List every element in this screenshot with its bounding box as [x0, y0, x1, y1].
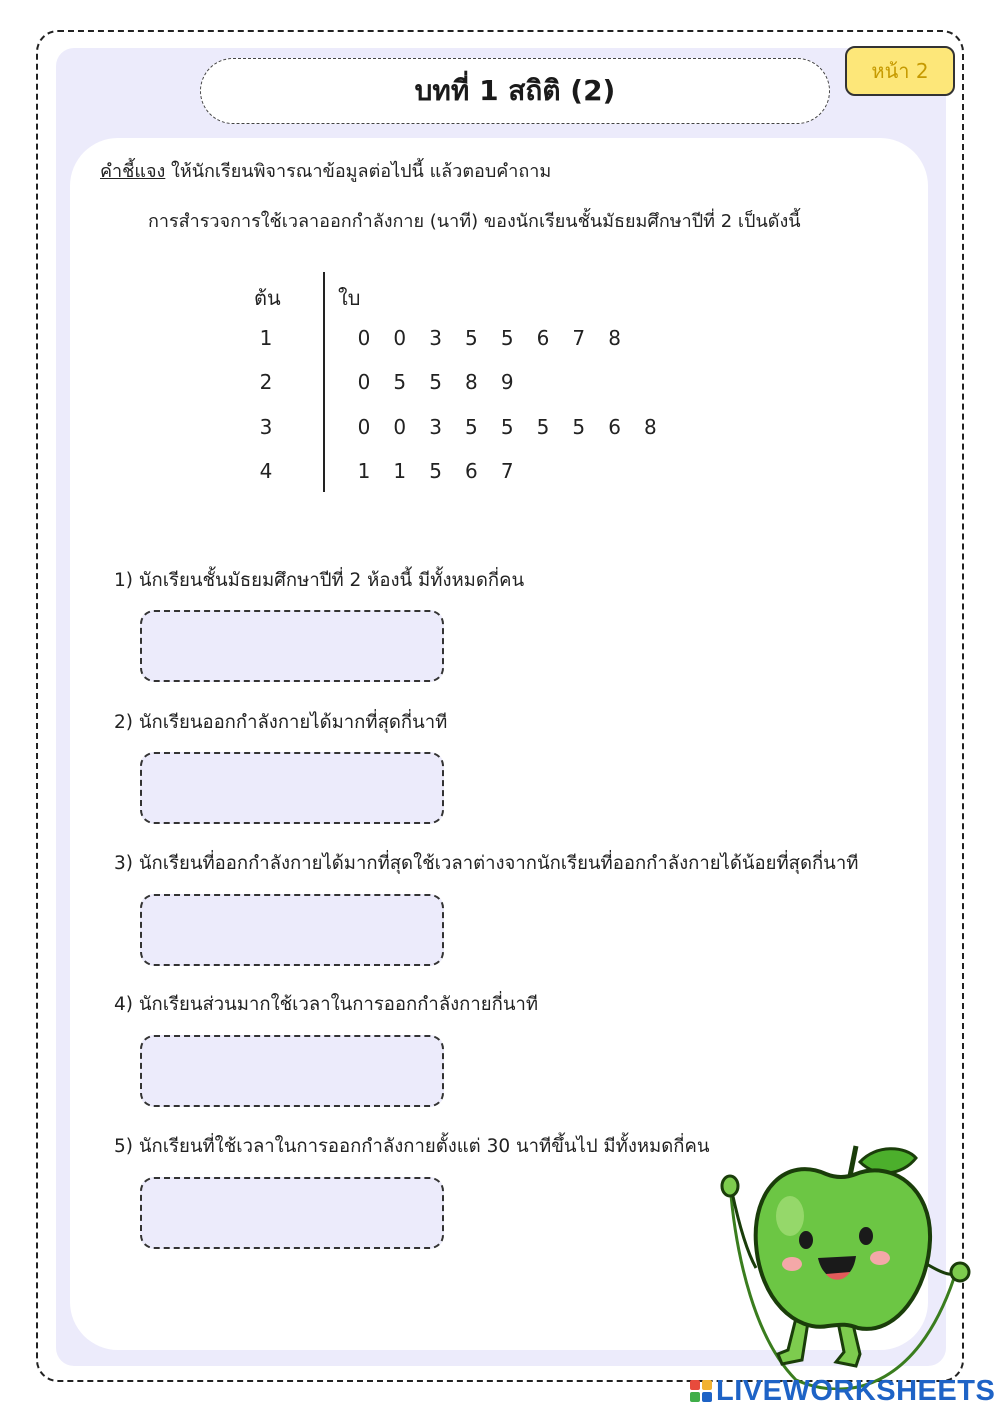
- leaf-value: 5: [536, 415, 550, 439]
- leaf-value: 5: [429, 370, 442, 394]
- question-2: 2) นักเรียนออกกำลังกายได้มากที่สุดกี่นาที: [114, 712, 448, 733]
- answer-box-2[interactable]: [140, 752, 444, 824]
- stem-value: 1: [259, 326, 273, 350]
- leaf-value: 6: [465, 459, 478, 483]
- instructions-label: คำชี้แจง: [100, 161, 166, 182]
- leaf-value: 5: [572, 415, 586, 439]
- leaf-value: 5: [465, 415, 478, 439]
- leaf-value: 5: [500, 326, 514, 350]
- question-1: 1) นักเรียนชั้นมัธยมศึกษาปีที่ 2 ห้องนี้ มีทั้งหมดกี่คน: [114, 570, 525, 591]
- stem-value: 2: [259, 370, 273, 394]
- leaf-value: 5: [465, 326, 478, 350]
- leaf-value: 3: [429, 326, 442, 350]
- leaf-value: 1: [393, 459, 407, 483]
- leaf-value: 0: [393, 415, 407, 439]
- stem-value: 3: [259, 415, 273, 439]
- leaf-value: 5: [393, 370, 407, 394]
- leaf-value: 5: [429, 459, 442, 483]
- answer-box-4[interactable]: [140, 1035, 444, 1107]
- leaf-value: 7: [572, 326, 586, 350]
- leaf-value: 0: [357, 370, 371, 394]
- leaf-value: 0: [357, 326, 371, 350]
- instructions-text: ให้นักเรียนพิจารณาข้อมูลต่อไปนี้ แล้วตอบคำถาม: [165, 161, 552, 182]
- leaf-header: ใบ: [338, 286, 361, 310]
- liveworksheets-logo-icon: [690, 1380, 712, 1402]
- leaf-value: 7: [500, 459, 514, 483]
- leaf-value: 6: [536, 326, 550, 350]
- answer-box-5[interactable]: [140, 1177, 444, 1249]
- answer-box-1[interactable]: [140, 610, 444, 682]
- leaf-value: 0: [357, 415, 371, 439]
- stem-leaf-divider: [323, 272, 325, 492]
- liveworksheets-logo-text: LIVEWORKSHEETS: [716, 1374, 996, 1407]
- leaf-value: 8: [644, 415, 657, 439]
- answer-box-3[interactable]: [140, 894, 444, 966]
- apple-mascot-illustration: [716, 1140, 976, 1390]
- survey-description: การสำรวจการใช้เวลาออกกำลังกาย (นาที) ของนักเรียนชั้นมัธยมศึกษาปีที่ 2 เป็นดังนี้: [148, 211, 801, 232]
- page-title: บทที่ 1 สถิติ (2): [200, 58, 830, 124]
- leaf-value: 0: [393, 326, 407, 350]
- leaf-value: 8: [465, 370, 478, 394]
- question-4: 4) นักเรียนส่วนมากใช้เวลาในการออกกำลังกายกี่นาที: [114, 994, 539, 1015]
- leaf-value: 6: [608, 415, 621, 439]
- stem-and-leaf-plot: [240, 272, 700, 494]
- liveworksheets-logo: [690, 1374, 995, 1408]
- leaf-value: 8: [608, 326, 621, 350]
- question-3: 3) นักเรียนที่ออกกำลังกายได้มากที่สุดใช้เวลาต่างจากนักเรียนที่ออกกำลังกายได้น้อยที่สุดกี่นาที: [114, 853, 859, 874]
- leaf-value: 1: [357, 459, 371, 483]
- instructions: [100, 156, 551, 185]
- leaf-value: 3: [429, 415, 442, 439]
- leaf-value: 5: [500, 415, 514, 439]
- page-number-badge: หน้า 2: [845, 46, 955, 96]
- question-5: 5) นักเรียนที่ใช้เวลาในการออกกำลังกายตั้งแต่ 30 นาทีขึ้นไป มีทั้งหมดกี่คน: [114, 1136, 710, 1157]
- leaf-value: 9: [500, 370, 514, 394]
- stem-header: ต้น: [254, 286, 281, 310]
- stem-value: 4: [259, 459, 273, 483]
